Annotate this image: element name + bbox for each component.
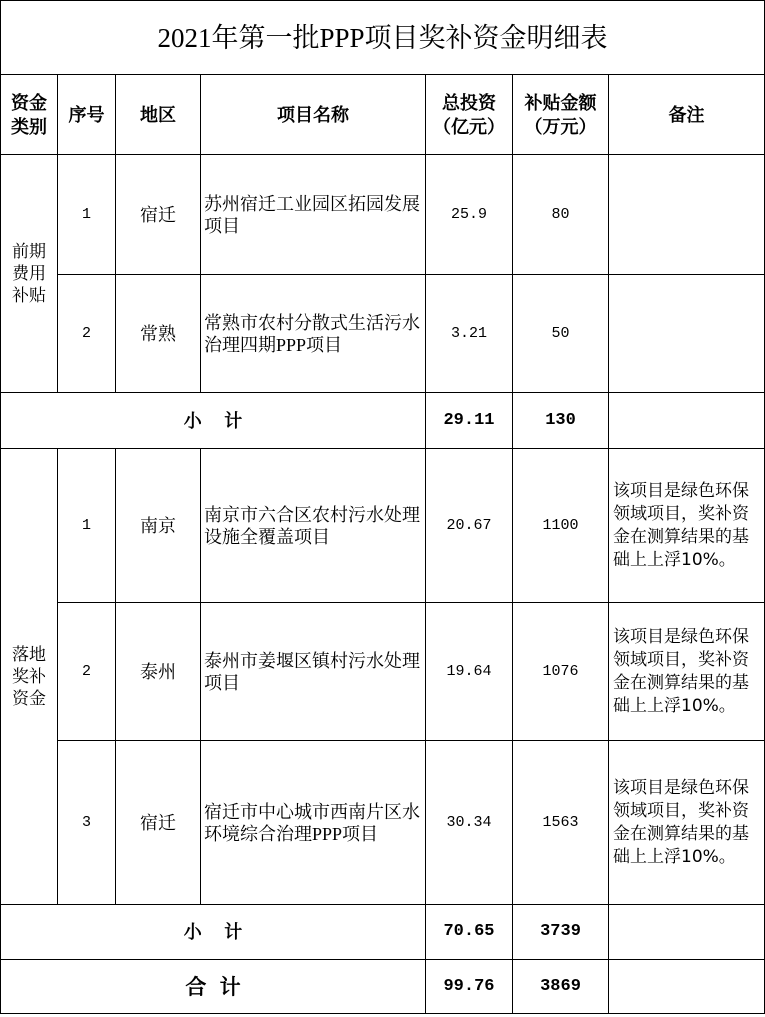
cell-project-name: 泰州市姜堰区镇村污水处理项目 [201,603,426,741]
grand-total-investment: 99.76 [426,960,513,1014]
cell-remark-empty [609,275,765,393]
subtotal-subsidy: 3739 [513,905,609,960]
header-region: 地区 [116,75,201,155]
cell-index: 3 [58,741,116,905]
subtotal-investment: 29.11 [426,393,513,449]
table-row [1,275,765,393]
cell-subsidy: 50 [513,275,609,393]
table-row [1,449,765,603]
cell-index: 2 [58,603,116,741]
category-cell [1,449,58,905]
cell-remark-empty [609,393,765,449]
cell-investment: 20.67 [426,449,513,603]
header-category-label: 资金类别 [10,92,47,137]
subtotal-investment: 70.65 [426,905,513,960]
cell-subsidy: 80 [513,155,609,275]
cell-subsidy: 1076 [513,603,609,741]
header-subsidy-unit: （万元） [524,116,597,137]
title-row [1,1,765,75]
table-row [1,603,765,741]
cell-region: 宿迁 [116,741,201,905]
cell-remark: 该项目是绿色环保领域项目，奖补资金在测算结果的基础上上浮10%。 [609,741,765,905]
cell-project-name: 苏州宿迁工业园区拓园发展项目 [201,155,426,275]
cell-subsidy: 1563 [513,741,609,905]
cell-investment: 25.9 [426,155,513,275]
cell-remark-empty [609,155,765,275]
header-index: 序号 [58,75,116,155]
cell-investment: 3.21 [426,275,513,393]
subtotal-label: 小 计 [1,905,426,960]
table-row [1,741,765,905]
page-title: 2021年第一批PPP项目奖补资金明细表 [1,1,765,75]
header-investment-unit: （亿元） [433,116,505,137]
cell-region: 泰州 [116,603,201,741]
header-row [1,75,765,155]
cell-investment: 30.34 [426,741,513,905]
header-project-name: 项目名称 [201,75,426,155]
header-category [1,75,58,155]
cell-remark-empty [609,960,765,1014]
cell-remark: 该项目是绿色环保领域项目，奖补资金在测算结果的基础上上浮10%。 [609,603,765,741]
cell-region: 宿迁 [116,155,201,275]
header-investment-label: 总投资 [442,92,496,113]
subtotal-subsidy: 130 [513,393,609,449]
grand-total-subsidy: 3869 [513,960,609,1014]
category-label: 前期费用补贴 [12,241,46,305]
grand-total-row [1,960,765,1014]
header-remark: 备注 [609,75,765,155]
cell-index: 2 [58,275,116,393]
cell-project-name: 常熟市农村分散式生活污水治理四期PPP项目 [201,275,426,393]
cell-remark-empty [609,905,765,960]
cell-project-name: 南京市六合区农村污水处理设施全覆盖项目 [201,449,426,603]
cell-remark: 该项目是绿色环保领域项目，奖补资金在测算结果的基础上上浮10%。 [609,449,765,603]
header-subsidy-label: 补贴金额 [524,92,597,113]
cell-project-name: 宿迁市中心城市西南片区水环境综合治理PPP项目 [201,741,426,905]
header-subsidy [513,75,609,155]
category-cell [1,155,58,393]
cell-index: 1 [58,155,116,275]
subtotal-row [1,905,765,960]
cell-subsidy: 1100 [513,449,609,603]
table-row [1,155,765,275]
cell-region: 南京 [116,449,201,603]
cell-index: 1 [58,449,116,603]
header-investment [426,75,513,155]
subtotal-row [1,393,765,449]
cell-investment: 19.64 [426,603,513,741]
cell-region: 常熟 [116,275,201,393]
subtotal-label: 小 计 [1,393,426,449]
grand-total-label: 合 计 [1,960,426,1014]
category-label: 落地奖补资金 [12,644,46,708]
